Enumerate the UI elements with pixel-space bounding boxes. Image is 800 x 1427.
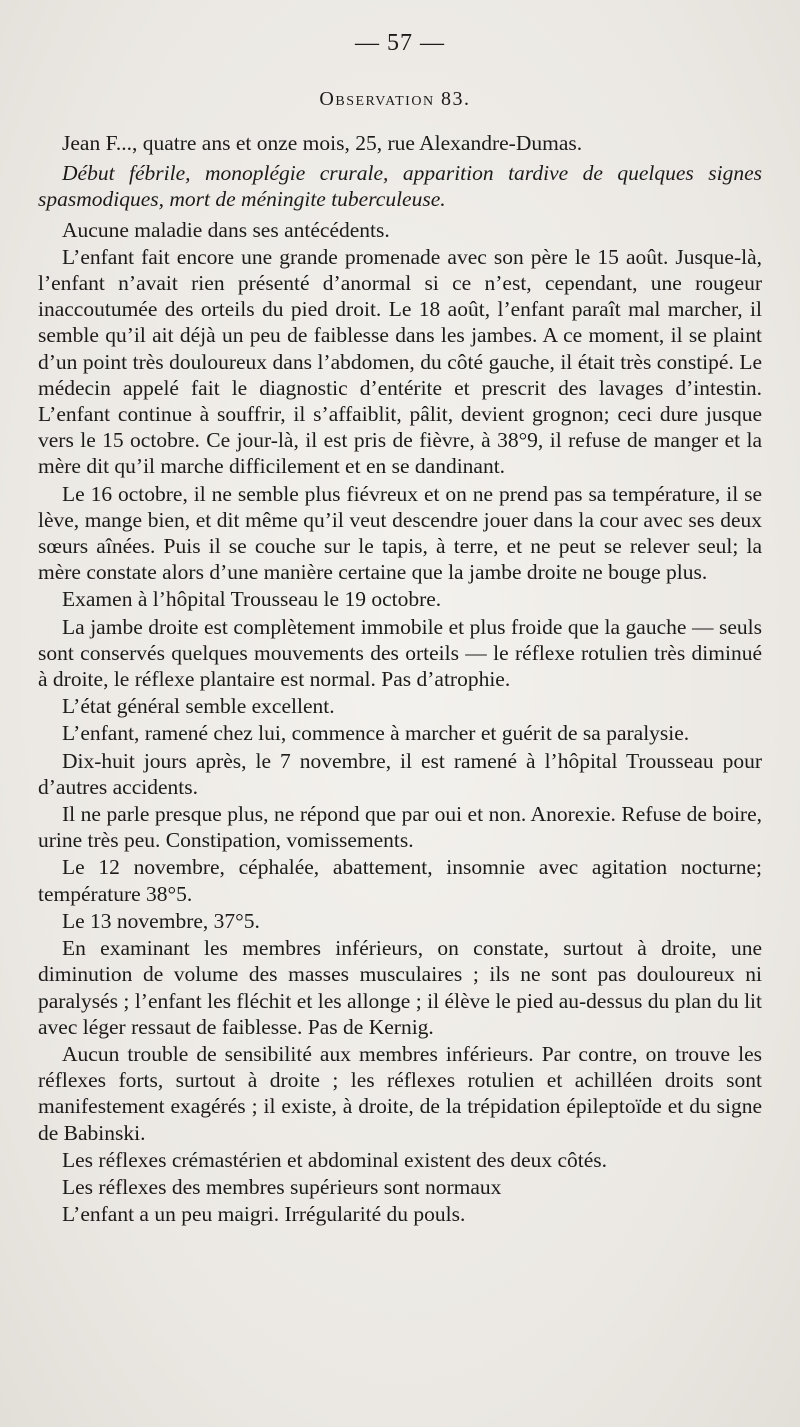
paragraph: Le 16 octobre, il ne semble plus fiévreux et on ne prend pas sa température, il se lève, mange bien, et dit même qu’il veut descendre jouer dans la cour avec ses deux sœurs aînées. Puis il se couche sur le tapis, à terre, et ne peut se relever seul; la mère constate alors d’une manière certaine que la jambe droite ne bouge plus. <box>38 481 762 585</box>
paragraph: La jambe droite est complètement immobile et plus froide que la gauche — seuls sont conservés quelques mouvements des orteils — le réflexe rotulien très diminué à droite, le réflexe plantaire est normal. Pas d’atrophie. <box>38 614 762 692</box>
paragraph: En examinant les membres inférieurs, on constate, surtout à droite, une diminution de volume des masses musculaires ; ils ne sont pas douloureux ni paralysés ; l’enfant les fléchit et les allonge ; il élève le pied au-dessus du plan du lit avec léger ressaut de faiblesse. Pas de Kernig. <box>38 936 762 1039</box>
paragraph: L’état général semble excellent. <box>62 694 335 719</box>
paragraph: Les réflexes des membres supérieurs sont normaux <box>62 1174 502 1199</box>
paragraph: L’enfant fait encore une grande promenade avec son père le 15 août. Jusque-là, l’enfant n’avait rien présenté d’anormal si ce n’est, cependant, une rougeur inaccoutumée des orteils du pied droit. Le 18 août, l’enfant paraît mal marcher, il semble qu’il ait déjà un peu de faiblesse dans les jambes. A ce moment, il se plaint d’un point très douloureux dans l’abdomen, du côté gauche, il était très constipé. Le médecin appelé fait le diagnostic d’entérite et prescrit des lavages d’intestin. L’enfant continue à souffrir, il s’affaiblit, pâlit, devient grognon; ceci dure jusque vers le 15 octobre. Ce jour-là, il est pris de fièvre, à 38°9, il refuse de manger et la mère dit qu’il marche difficilement et en se dandinant. <box>38 244 762 479</box>
paragraph: Aucune maladie dans ses antécédents. <box>62 217 390 242</box>
observation-heading: Observation 83. <box>319 88 471 110</box>
paragraph: Le 12 novembre, céphalée, abattement, insomnie avec agitation nocturne; température 38°5. <box>38 855 762 906</box>
paragraph: Les réflexes crémastérien et abdominal existent des deux côtés. <box>62 1147 608 1172</box>
page-number: — 57 — <box>355 30 445 56</box>
patient-line: Jean F..., quatre ans et onze mois, 25, rue Alexandre-Dumas. <box>62 131 583 155</box>
body-text <box>38 130 762 1228</box>
case-summary: Début fébrile, monoplégie crurale, apparition tardive de quelques signes spasmodiques, mort de méningite tuberculeuse. <box>38 161 762 212</box>
paragraph: Le 13 novembre, 37°5. <box>62 908 260 933</box>
paragraph: Dix-huit jours après, le 7 novembre, il est ramené à l’hôpital Trousseau pour d’autres accidents. <box>38 748 762 799</box>
paragraph: Examen à l’hôpital Trousseau le 19 octobre. <box>62 587 442 612</box>
paragraph: L’enfant a un peu maigri. Irrégularité du pouls. <box>62 1202 466 1227</box>
paragraph: L’enfant, ramené chez lui, commence à marcher et guérit de sa paralysie. <box>62 721 690 746</box>
paragraph: Il ne parle presque plus, ne répond que par oui et non. Anorexie. Refuse de boire, urine très peu. Constipation, vomissements. <box>38 802 762 853</box>
paragraph: Aucun trouble de sensibilité aux membres inférieurs. Par contre, on trouve les réflexes forts, surtout à droite ; les réflexes rotulien et achilléen droits sont manifestement exagérés ; il existe, à droite, de la trépidation épileptoïde et du signe de Babinski. <box>38 1041 762 1145</box>
